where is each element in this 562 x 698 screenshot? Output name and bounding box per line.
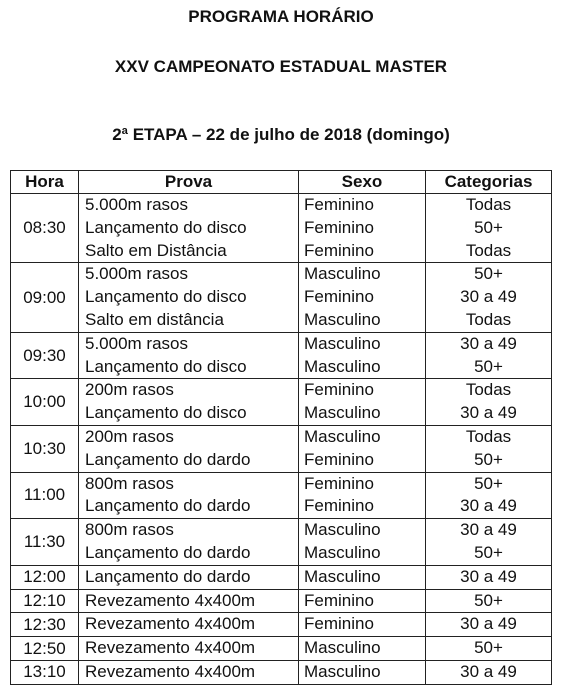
event-name: Salto em Distância — [85, 240, 227, 260]
gender-value: Feminino — [304, 217, 374, 237]
category-value: 50+ — [474, 449, 503, 469]
event-name: Revezamento 4x400m — [85, 590, 256, 610]
column-header-categorias: Categorias — [426, 171, 552, 194]
table-row — [11, 519, 552, 566]
event-cell — [79, 565, 299, 589]
event-name: 5.000m rasos — [85, 264, 188, 284]
time-cell: 13:10 — [11, 660, 79, 684]
category-value: 30 a 49 — [460, 333, 517, 353]
event-name: Revezamento 4x400m — [85, 638, 256, 658]
category-value: Todas — [465, 309, 512, 329]
gender-cell — [299, 637, 426, 661]
gender-cell — [299, 660, 426, 684]
event-cell — [79, 263, 299, 332]
gender-value: Masculino — [304, 520, 381, 540]
event-cell — [79, 589, 299, 613]
gender-value: Feminino — [304, 380, 374, 400]
gender-value: Masculino — [304, 542, 381, 562]
gender-value: Masculino — [304, 264, 381, 284]
table-row — [11, 379, 552, 426]
category-cell — [426, 519, 552, 566]
event-name: Lançamento do dardo — [85, 496, 251, 516]
gender-value: Masculino — [304, 661, 381, 681]
time-cell: 09:00 — [11, 263, 79, 332]
gender-value: Feminino — [304, 287, 374, 307]
category-cell — [426, 425, 552, 472]
event-name: Revezamento 4x400m — [85, 661, 256, 681]
category-value: 50+ — [474, 473, 503, 493]
event-cell — [79, 194, 299, 263]
event-name: Lançamento do dardo — [85, 566, 251, 586]
gender-value: Feminino — [304, 449, 374, 469]
gender-value: Feminino — [304, 496, 374, 516]
table-row — [11, 589, 552, 613]
table-header-row — [11, 171, 552, 194]
gender-cell — [299, 472, 426, 519]
championship-title: XXV CAMPEONATO ESTADUAL MASTER — [114, 57, 448, 76]
event-cell — [79, 332, 299, 379]
gender-value: Feminino — [304, 473, 374, 493]
category-cell — [426, 472, 552, 519]
category-value: 30 a 49 — [460, 496, 517, 516]
time-cell: 11:00 — [11, 472, 79, 519]
gender-cell — [299, 519, 426, 566]
gender-value: Masculino — [304, 566, 381, 586]
category-cell — [426, 637, 552, 661]
category-cell — [426, 613, 552, 637]
gender-value: Feminino — [304, 590, 374, 610]
table-row — [11, 565, 552, 589]
gender-value: Masculino — [304, 426, 381, 446]
category-value: Todas — [465, 380, 512, 400]
category-value: 30 a 49 — [460, 520, 517, 540]
gender-cell — [299, 194, 426, 263]
table-row — [11, 332, 552, 379]
column-header-prova: Prova — [79, 171, 299, 194]
category-value: 50+ — [474, 356, 503, 376]
table-row — [11, 194, 552, 263]
gender-cell — [299, 565, 426, 589]
category-value: Todas — [465, 195, 512, 214]
gender-value: Masculino — [304, 356, 381, 376]
schedule-body — [11, 194, 552, 685]
gender-cell — [299, 379, 426, 426]
event-cell — [79, 637, 299, 661]
event-name: 800m rasos — [85, 520, 174, 540]
time-cell: 12:10 — [11, 589, 79, 613]
event-name: 200m rasos — [85, 380, 174, 400]
table-row — [11, 263, 552, 332]
gender-value: Feminino — [304, 240, 374, 260]
event-name: Salto em distância — [85, 309, 224, 329]
event-name: Lançamento do disco — [85, 403, 247, 423]
event-name: 5.000m rasos — [85, 333, 188, 353]
gender-value: Masculino — [304, 333, 381, 353]
time-cell: 08:30 — [11, 194, 79, 263]
category-value: 30 a 49 — [460, 661, 517, 681]
gender-value: Feminino — [304, 195, 374, 214]
category-cell — [426, 379, 552, 426]
category-cell — [426, 565, 552, 589]
document-title: PROGRAMA HORÁRIO — [188, 7, 374, 26]
event-name: Revezamento 4x400m — [85, 614, 256, 634]
time-cell: 12:30 — [11, 613, 79, 637]
event-name: 800m rasos — [85, 473, 174, 493]
category-value: 30 a 49 — [460, 287, 517, 307]
category-value: 50+ — [474, 638, 503, 658]
event-cell — [79, 519, 299, 566]
gender-value: Masculino — [304, 638, 381, 658]
gender-cell — [299, 589, 426, 613]
event-name: 5.000m rasos — [85, 195, 188, 214]
gender-value: Masculino — [304, 309, 381, 329]
category-value: Todas — [465, 240, 512, 260]
event-name: Lançamento do dardo — [85, 542, 251, 562]
category-value: 50+ — [474, 542, 503, 562]
category-cell — [426, 263, 552, 332]
category-value: 50+ — [474, 217, 503, 237]
schedule-table — [10, 170, 552, 685]
table-row — [11, 637, 552, 661]
category-value: 50+ — [474, 590, 503, 610]
gender-cell — [299, 263, 426, 332]
stage-date-title: 2ª ETAPA – 22 de julho de 2018 (domingo) — [112, 125, 450, 144]
table-row — [11, 472, 552, 519]
table-row — [11, 425, 552, 472]
time-cell: 12:00 — [11, 565, 79, 589]
event-cell — [79, 425, 299, 472]
time-cell: 09:30 — [11, 332, 79, 379]
category-cell — [426, 332, 552, 379]
table-row — [11, 613, 552, 637]
category-cell — [426, 194, 552, 263]
event-name: Lançamento do disco — [85, 287, 247, 307]
category-cell — [426, 660, 552, 684]
gender-value: Masculino — [304, 403, 381, 423]
event-name: 200m rasos — [85, 426, 174, 446]
time-cell: 10:00 — [11, 379, 79, 426]
category-value: 30 a 49 — [460, 403, 517, 423]
time-cell: 12:50 — [11, 637, 79, 661]
gender-cell — [299, 425, 426, 472]
time-cell: 11:30 — [11, 519, 79, 566]
category-value: 50+ — [474, 264, 503, 284]
gender-value: Feminino — [304, 614, 374, 634]
time-cell: 10:30 — [11, 425, 79, 472]
gender-cell — [299, 613, 426, 637]
event-cell — [79, 613, 299, 637]
gender-cell — [299, 332, 426, 379]
column-header-hora: Hora — [11, 171, 79, 194]
category-value: 30 a 49 — [460, 566, 517, 586]
event-cell — [79, 472, 299, 519]
table-row — [11, 660, 552, 684]
category-value: Todas — [465, 426, 512, 446]
event-name: Lançamento do disco — [85, 217, 247, 237]
column-header-sexo: Sexo — [299, 171, 426, 194]
category-cell — [426, 589, 552, 613]
category-value: 30 a 49 — [460, 614, 517, 634]
event-name: Lançamento do dardo — [85, 449, 251, 469]
event-cell — [79, 379, 299, 426]
event-cell — [79, 660, 299, 684]
event-name: Lançamento do disco — [85, 356, 247, 376]
